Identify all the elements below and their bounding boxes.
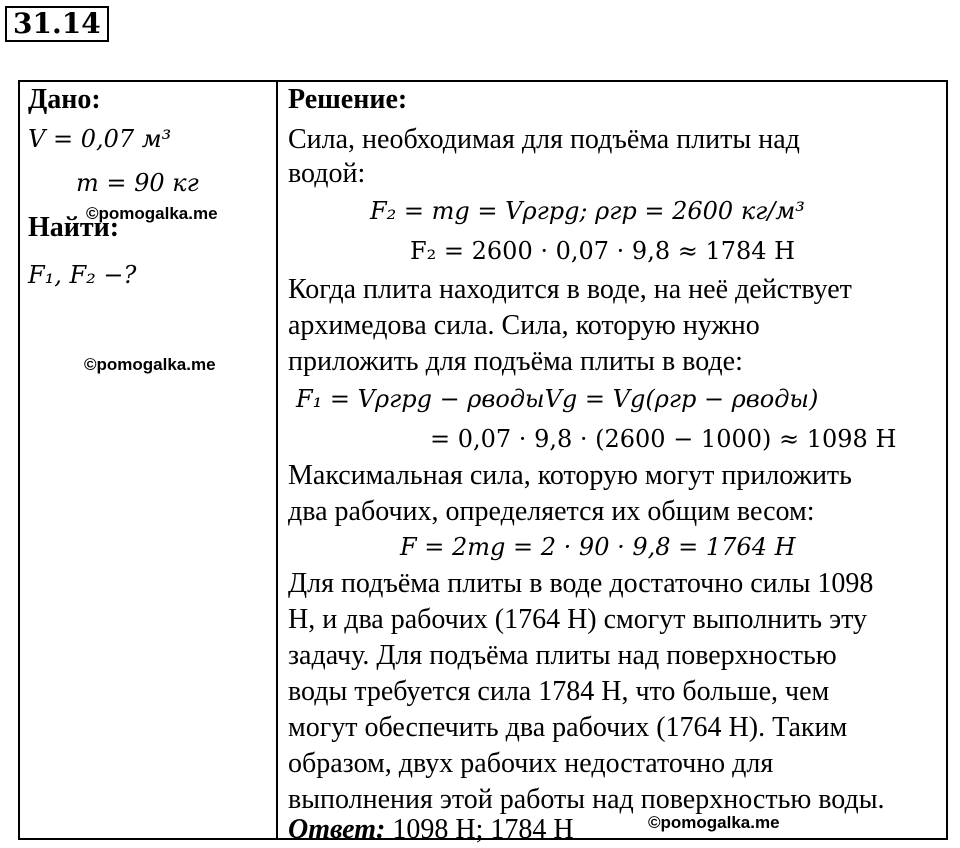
solution-line: Сила, необходимая для подъёма плиты над [288, 124, 800, 155]
column-divider [276, 82, 278, 838]
solution-line: Для подъёма плиты в воде достаточно силы 1098 [288, 568, 874, 599]
solution-line: выполнения этой работы над поверхностью воды. [288, 784, 885, 815]
formula-f2: F₂ = mg = Vρгрg; ρгр = 2600 кг/м³ [370, 197, 805, 225]
solution-line: водой: [288, 158, 366, 189]
answer-line [288, 812, 574, 848]
given-heading: Дано: [28, 84, 101, 115]
solution-line: два рабочих, определяется их общим весом: [288, 496, 815, 527]
solution-line: Когда плита находится в воде, на неё действует [288, 274, 852, 305]
formula-f: F = 2mg = 2 · 90 · 9,8 = 1764 Н [400, 533, 796, 561]
given-volume: V = 0,07 м³ [28, 125, 172, 153]
formula-f1-value: = 0,07 · 9,8 · (2600 − 1000) ≈ 1098 Н [430, 425, 897, 453]
answer-value: 1098 Н; 1784 Н [392, 814, 574, 845]
watermark: ©pomogalka.me [84, 355, 216, 374]
find-unknowns: F₁, F₂ −? [28, 261, 137, 289]
watermark: ©pomogalka.me [648, 813, 780, 832]
solution-line: приложить для подъёма плиты в воде: [288, 346, 743, 377]
formula-f1: F₁ = Vρгрg − ρводыVg = Vg(ρгр − ρводы) [296, 385, 819, 413]
solution-line: образом, двух рабочих недостаточно для [288, 748, 774, 779]
answer-label: Ответ: [288, 814, 386, 845]
solution-line: могут обеспечить два рабочих (1764 Н). Таким [288, 712, 848, 743]
formula-f2-value: F₂ = 2600 · 0,07 · 9,8 ≈ 1784 Н [410, 237, 796, 265]
find-heading: Найти: [28, 212, 120, 243]
watermark: ©pomogalka.me [86, 204, 218, 223]
solution-line: задачу. Для подъёма плиты над поверхностью [288, 640, 837, 671]
solution-heading: Решение: [288, 84, 408, 115]
solution-line: Максимальная сила, которую могут приложить [288, 460, 852, 491]
solution-table [18, 80, 948, 845]
given-mass: m = 90 кг [76, 169, 199, 197]
solution-line: воды требуется сила 1784 Н, что больше, чем [288, 676, 830, 707]
problem-number: 31.14 [5, 6, 109, 42]
solution-line: Н, и два рабочих (1764 Н) смогут выполнить эту [288, 604, 867, 635]
solution-line: архимедова сила. Сила, которую нужно [288, 310, 760, 341]
